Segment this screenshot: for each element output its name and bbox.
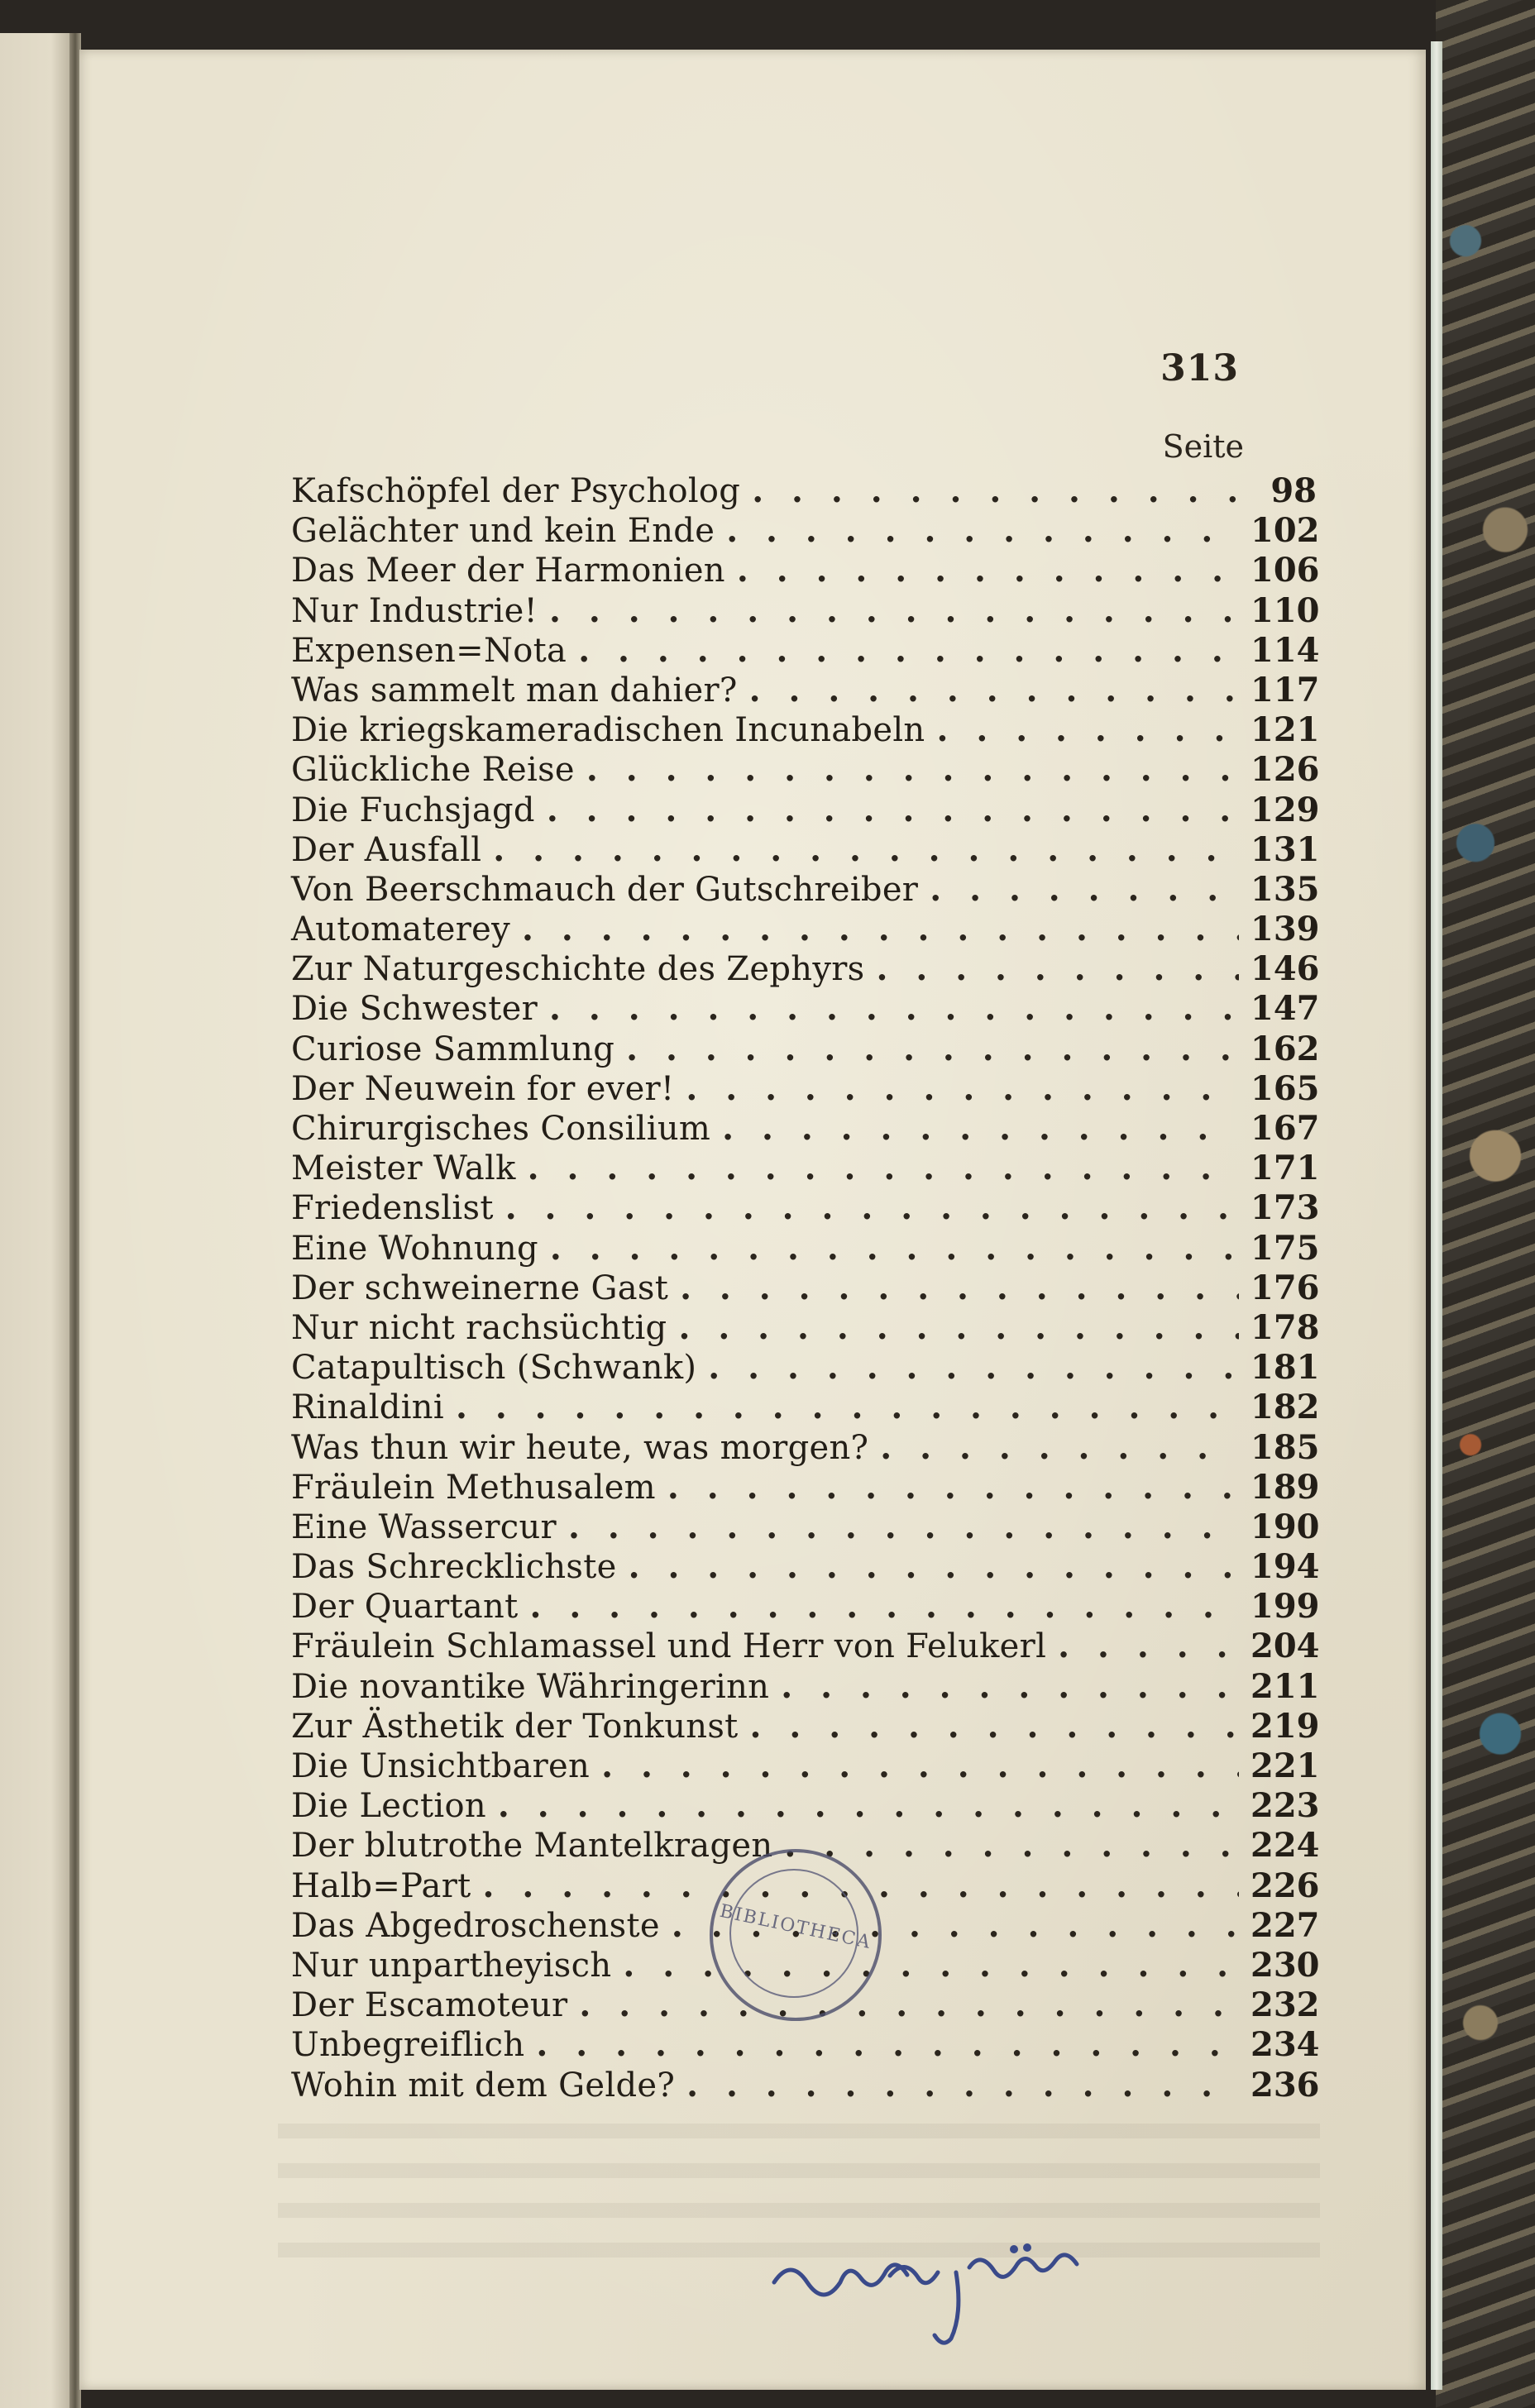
toc-entry-page: 226 bbox=[1250, 1866, 1320, 1905]
toc-entry bbox=[291, 1109, 1320, 1149]
toc-entry-page: 204 bbox=[1250, 1627, 1320, 1666]
toc-entry bbox=[291, 1348, 1320, 1388]
toc-entry bbox=[291, 630, 1320, 671]
toc-entry-page: 129 bbox=[1250, 790, 1320, 829]
book-page bbox=[79, 50, 1426, 2390]
toc-entry-title: Unbegreiflich bbox=[291, 2026, 525, 2065]
marbled-cover-board bbox=[1436, 0, 1535, 2408]
toc-entry-title: Zur Ästhetik der Tonkunst bbox=[291, 1707, 739, 1746]
page-number: 313 bbox=[1160, 347, 1239, 389]
library-stamp-text: BIBLIOTHECA bbox=[717, 1900, 874, 1954]
toc-leader-dots bbox=[550, 1229, 1239, 1268]
toc-entry bbox=[291, 2065, 1320, 2105]
toc-entry-page: 147 bbox=[1250, 989, 1320, 1029]
toc-entry-title: Das Meer der Harmonien bbox=[291, 552, 725, 590]
toc-leader-dots bbox=[680, 1268, 1239, 1308]
toc-entry-title: Wohin mit dem Gelde? bbox=[291, 2066, 676, 2105]
toc-entry-page: 236 bbox=[1250, 2065, 1320, 2105]
toc-entry bbox=[291, 869, 1320, 910]
toc-leader-dots bbox=[722, 1109, 1239, 1149]
toc-entry-page: 139 bbox=[1250, 910, 1320, 949]
toc-leader-dots bbox=[568, 1507, 1239, 1547]
toc-entry-page: 230 bbox=[1250, 1945, 1320, 1985]
toc-leader-dots bbox=[528, 1149, 1239, 1188]
toc-leader-dots bbox=[1058, 1627, 1239, 1666]
toc-leader-dots bbox=[876, 949, 1239, 989]
toc-entry-title: Der Neuwein for ever! bbox=[291, 1069, 675, 1108]
toc-entry-page: 126 bbox=[1250, 750, 1320, 790]
toc-entry-page: 190 bbox=[1250, 1507, 1320, 1546]
toc-leader-dots bbox=[578, 631, 1239, 671]
toc-entry-title: Nur nicht rachsüchtig bbox=[291, 1308, 667, 1347]
toc-leader-dots bbox=[936, 710, 1239, 750]
toc-leader-dots bbox=[737, 551, 1239, 590]
toc-entry bbox=[291, 1467, 1320, 1507]
toc-entry-title: Nur unpartheyisch bbox=[291, 1946, 612, 1985]
toc-leader-dots bbox=[456, 1388, 1239, 1427]
toc-leader-dots bbox=[750, 1707, 1239, 1746]
toc-entry-title: Friedenslist bbox=[291, 1189, 494, 1228]
toc-entry bbox=[291, 790, 1320, 830]
toc-entry bbox=[291, 1746, 1320, 1786]
toc-entry-page: 102 bbox=[1250, 511, 1320, 551]
library-stamp bbox=[710, 1849, 882, 2021]
toc-leader-dots bbox=[549, 989, 1239, 1029]
handwritten-signature bbox=[766, 2224, 1113, 2348]
toc-entry-page: 185 bbox=[1250, 1427, 1320, 1467]
toc-entry bbox=[291, 1786, 1320, 1826]
toc-leader-dots bbox=[579, 1985, 1239, 2025]
toc-entry-title: Rinaldini bbox=[291, 1388, 444, 1427]
toc-entry-page: 182 bbox=[1250, 1388, 1320, 1427]
toc-entry-page: 135 bbox=[1250, 869, 1320, 909]
toc-leader-dots bbox=[880, 1428, 1239, 1468]
toc-leader-dots bbox=[678, 1308, 1239, 1348]
toc-entry-title: Die Fuchsjagd bbox=[291, 791, 535, 829]
toc-leader-dots bbox=[686, 1069, 1239, 1109]
toc-entry-page: 199 bbox=[1250, 1587, 1320, 1627]
toc-leader-dots bbox=[549, 591, 1239, 631]
toc-entry-page: 165 bbox=[1250, 1068, 1320, 1108]
toc-entry bbox=[291, 590, 1320, 631]
toc-entry bbox=[291, 1666, 1320, 1707]
toc-entry-title: Curiose Sammlung bbox=[291, 1030, 615, 1068]
toc-entry-title: Kafschöpfel der Psycholog bbox=[291, 472, 741, 510]
toc-entry bbox=[291, 949, 1320, 989]
toc-entry-title: Die Schwester bbox=[291, 990, 538, 1029]
toc-leader-dots bbox=[601, 1746, 1239, 1786]
toc-entry bbox=[291, 670, 1320, 710]
toc-entry-title: Das Schrecklichste bbox=[291, 1548, 617, 1587]
page-column-label: Seite bbox=[1162, 428, 1244, 465]
toc-leader-dots bbox=[667, 1468, 1239, 1507]
toc-leader-dots bbox=[498, 1786, 1239, 1826]
toc-entry-page: 219 bbox=[1250, 1706, 1320, 1746]
toc-entry-title: Automaterey bbox=[291, 910, 511, 949]
toc-entry-title: Gelächter und kein Ende bbox=[291, 512, 715, 551]
toc-entry-title: Die Lection bbox=[291, 1787, 486, 1826]
toc-leader-dots bbox=[626, 1030, 1239, 1069]
toc-leader-dots bbox=[522, 910, 1239, 949]
toc-leader-dots bbox=[708, 1348, 1239, 1388]
toc-entry bbox=[291, 471, 1317, 511]
toc-entry-page: 171 bbox=[1250, 1149, 1320, 1188]
toc-entry-page: 114 bbox=[1250, 630, 1320, 670]
toc-entry-title: Meister Walk bbox=[291, 1149, 516, 1188]
toc-leader-dots bbox=[493, 830, 1239, 870]
toc-entry bbox=[291, 829, 1320, 870]
toc-entry-title: Expensen=Nota bbox=[291, 631, 567, 670]
toc-entry-title: Eine Wassercur bbox=[291, 1507, 557, 1546]
toc-entry-page: 211 bbox=[1250, 1666, 1320, 1706]
toc-entry-title: Von Beerschmauch der Gutschreiber bbox=[291, 870, 919, 909]
toc-entry-page: 173 bbox=[1250, 1188, 1320, 1228]
toc-entry bbox=[291, 710, 1320, 750]
toc-entry bbox=[291, 1068, 1320, 1109]
toc-entry bbox=[291, 1307, 1320, 1348]
toc-leader-dots bbox=[629, 1547, 1239, 1587]
toc-entry bbox=[291, 1228, 1320, 1268]
toc-entry-page: 221 bbox=[1250, 1746, 1320, 1785]
toc-entry-title: Der Quartant bbox=[291, 1588, 519, 1627]
toc-entry-page: 176 bbox=[1250, 1268, 1320, 1307]
toc-entry-page: 167 bbox=[1250, 1109, 1320, 1148]
toc-entry-title: Was thun wir heute, was morgen? bbox=[291, 1428, 869, 1467]
toc-leader-dots bbox=[547, 791, 1239, 830]
toc-entry-page: 224 bbox=[1250, 1826, 1320, 1866]
toc-entry bbox=[291, 1587, 1320, 1627]
toc-leader-dots bbox=[586, 750, 1239, 790]
toc-entry bbox=[291, 1388, 1320, 1427]
toc-leader-dots bbox=[749, 671, 1239, 710]
facing-page-edge bbox=[0, 33, 73, 2408]
toc-entry bbox=[291, 511, 1320, 551]
toc-entry bbox=[291, 910, 1320, 949]
toc-leader-dots bbox=[930, 870, 1239, 910]
toc-entry bbox=[291, 750, 1320, 790]
toc-entry-page: 175 bbox=[1250, 1228, 1320, 1268]
toc-entry bbox=[291, 1029, 1320, 1069]
toc-entry bbox=[291, 1268, 1320, 1308]
toc-entry-page: 162 bbox=[1250, 1029, 1320, 1068]
toc-entry-page: 227 bbox=[1250, 1905, 1320, 1945]
toc-entry bbox=[291, 1547, 1320, 1587]
toc-leader-dots bbox=[784, 1826, 1239, 1866]
toc-entry-page: 117 bbox=[1250, 670, 1320, 710]
toc-entry-page: 121 bbox=[1250, 710, 1320, 750]
toc-entry-title: Fräulein Methusalem bbox=[291, 1468, 656, 1507]
toc-leader-dots bbox=[536, 2025, 1239, 2065]
toc-entry-page: 98 bbox=[1270, 471, 1317, 510]
toc-entry-page: 181 bbox=[1250, 1348, 1320, 1388]
toc-entry bbox=[291, 1507, 1320, 1547]
toc-leader-dots bbox=[781, 1667, 1239, 1707]
toc-entry-title: Halb=Part bbox=[291, 1866, 471, 1905]
toc-entry bbox=[291, 1188, 1320, 1228]
toc-entry bbox=[291, 1427, 1320, 1468]
toc-entry bbox=[291, 1149, 1320, 1188]
toc-entry-title: Chirurgisches Consilium bbox=[291, 1110, 711, 1148]
toc-entry-page: 146 bbox=[1250, 949, 1320, 989]
toc-leader-dots bbox=[726, 511, 1239, 551]
toc-entry bbox=[291, 1706, 1320, 1746]
toc-entry-page: 106 bbox=[1250, 551, 1320, 590]
toc-leader-dots bbox=[529, 1587, 1239, 1627]
toc-entry-title: Die Unsichtbaren bbox=[291, 1747, 591, 1785]
toc-entry bbox=[291, 551, 1320, 590]
toc-entry-page: 232 bbox=[1250, 1985, 1320, 2025]
toc-entry-page: 194 bbox=[1250, 1547, 1320, 1587]
toc-entry-title: Zur Naturgeschichte des Zephyrs bbox=[291, 950, 865, 989]
toc-leader-dots bbox=[505, 1188, 1239, 1228]
toc-entry-page: 178 bbox=[1250, 1307, 1320, 1347]
toc-entry-page: 110 bbox=[1250, 590, 1320, 630]
toc-entry-title: Der Ausfall bbox=[291, 830, 482, 869]
toc-entry-title: Fräulein Schlamassel und Herr von Felukerl bbox=[291, 1627, 1047, 1666]
toc-leader-dots bbox=[752, 471, 1239, 511]
toc-entry-title: Was sammelt man dahier? bbox=[291, 671, 738, 710]
toc-entry-title: Der schweinerne Gast bbox=[291, 1268, 669, 1307]
page-block-edge bbox=[1431, 41, 1442, 2390]
toc-entry-title: Catapultisch (Schwank) bbox=[291, 1349, 697, 1388]
toc-entry-title: Das Abgedroschenste bbox=[291, 1906, 660, 1945]
toc-entry-page: 223 bbox=[1250, 1786, 1320, 1826]
toc-entry-title: Die novantike Währingerinn bbox=[291, 1667, 770, 1706]
toc-entry-title: Glückliche Reise bbox=[291, 751, 575, 790]
toc-entry-page: 189 bbox=[1250, 1467, 1320, 1507]
toc-entry-title: Der blutrothe Mantelkragen bbox=[291, 1827, 773, 1866]
toc-entry-page: 234 bbox=[1250, 2025, 1320, 2065]
toc-entry-title: Eine Wohnung bbox=[291, 1229, 538, 1268]
toc-entry bbox=[291, 989, 1320, 1029]
toc-entry-title: Die kriegskameradischen Incunabeln bbox=[291, 711, 925, 750]
toc-entry-title: Der Escamoteur bbox=[291, 1986, 568, 2025]
toc-entry bbox=[291, 1627, 1320, 1666]
toc-leader-dots bbox=[686, 2066, 1239, 2105]
toc-entry bbox=[291, 2025, 1320, 2065]
toc-entry-title: Nur Industrie! bbox=[291, 591, 538, 630]
toc-entry-page: 131 bbox=[1250, 829, 1320, 869]
